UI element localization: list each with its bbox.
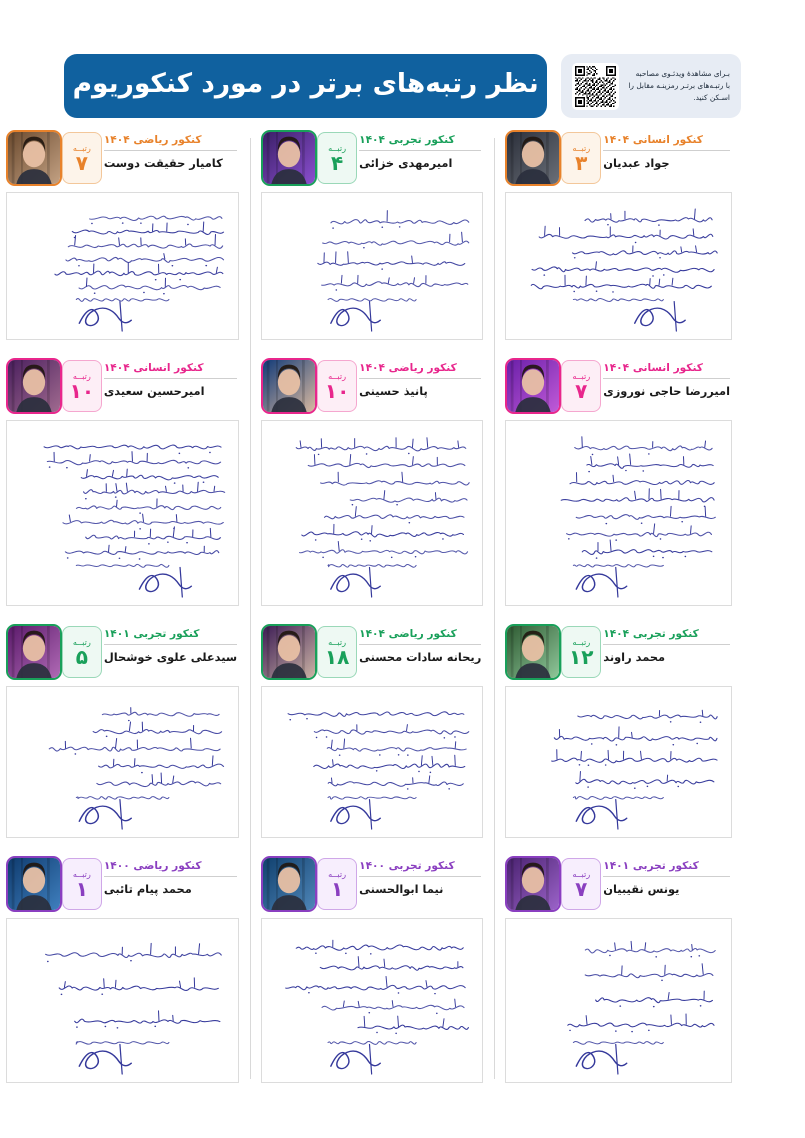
exam-label: کنکور ریاضی ۱۴۰۴	[104, 134, 237, 151]
qr-code-icon[interactable]	[572, 63, 619, 110]
avatar	[261, 358, 317, 414]
student-name: نیما ابوالحسنی	[359, 882, 444, 896]
column-middle	[250, 130, 494, 1101]
rank-number: ۱۸	[324, 645, 350, 670]
rank-number: ۱	[331, 877, 344, 902]
card-header	[261, 358, 483, 414]
handwritten-note	[505, 192, 732, 340]
student-photo	[8, 858, 60, 910]
card-header	[261, 856, 483, 912]
avatar	[6, 856, 62, 912]
card-header	[505, 358, 732, 414]
card-header-texts	[355, 358, 483, 398]
card-header	[261, 624, 483, 680]
testimonial-card[interactable]	[6, 856, 239, 1083]
rank-caption: رتبــه	[72, 868, 91, 879]
rank-badge	[317, 360, 357, 412]
handwritten-note	[261, 918, 483, 1083]
rank-number: ۷	[575, 379, 588, 404]
card-header	[6, 130, 239, 186]
rank-number: ۳	[575, 151, 588, 176]
handwritten-note	[6, 918, 239, 1083]
rank-number: ۷	[75, 151, 88, 176]
handwritten-note	[261, 686, 483, 838]
student-photo	[507, 360, 559, 412]
student-photo	[8, 626, 60, 678]
exam-label: کنکور انسانی ۱۴۰۴	[603, 134, 730, 151]
rank-caption: رتبــه	[328, 370, 347, 381]
student-name: محمد راوند	[603, 650, 666, 664]
rank-badge	[62, 858, 102, 910]
card-header-texts	[599, 624, 732, 664]
testimonial-card[interactable]	[6, 624, 239, 838]
exam-label: کنکور تجربی ۱۴۰۱	[104, 628, 237, 645]
testimonial-card[interactable]	[261, 130, 483, 340]
qr-text-line-3: اسـکن کنید.	[693, 92, 730, 102]
avatar	[261, 624, 317, 680]
card-header-texts	[100, 358, 239, 398]
card-header-texts	[100, 856, 239, 896]
exam-label: کنکور تجربی ۱۴۰۴	[359, 134, 481, 151]
rank-caption: رتبــه	[72, 142, 91, 153]
rank-number: ۱۲	[569, 645, 594, 670]
rank-badge	[62, 360, 102, 412]
rank-caption: رتبــه	[328, 636, 347, 647]
rank-badge	[561, 360, 601, 412]
rank-badge	[561, 132, 601, 184]
card-header-texts	[355, 856, 483, 896]
testimonial-card[interactable]	[261, 856, 483, 1083]
student-name: پانیذ حسینی	[359, 384, 428, 398]
student-photo	[507, 132, 559, 184]
student-photo	[507, 626, 559, 678]
student-name: ریحانه سادات محسنی	[359, 650, 482, 664]
card-header-texts	[355, 130, 483, 170]
handwritten-note	[6, 686, 239, 838]
card-header	[6, 358, 239, 414]
avatar	[6, 624, 62, 680]
exam-label: کنکور ریاضی ۱۴۰۰	[104, 860, 237, 877]
exam-label: کنکور انسانی ۱۴۰۴	[603, 362, 730, 379]
qr-text-line-2: با رتبـه‌های برتـر رمزینـه مقابل را	[628, 81, 730, 90]
student-photo	[8, 360, 60, 412]
exam-label: کنکور ریاضی ۱۴۰۴	[359, 628, 481, 645]
testimonial-card[interactable]	[261, 624, 483, 838]
rank-number: ۱۰	[324, 379, 350, 404]
student-photo	[263, 360, 315, 412]
rank-badge	[317, 626, 357, 678]
qr-text-line-1: بـرای مشاهدۀ ویدئـوی مصاحبه	[635, 69, 730, 79]
card-header-texts	[599, 358, 732, 398]
rank-number: ۵	[75, 645, 88, 670]
rank-badge	[317, 132, 357, 184]
card-header-texts	[599, 130, 732, 170]
card-header	[505, 624, 732, 680]
student-name: محمد پیام تائبی	[103, 882, 192, 896]
rank-badge	[62, 132, 102, 184]
avatar	[505, 358, 561, 414]
handwritten-note	[6, 192, 239, 340]
student-name: یونس نقیبیان	[603, 882, 680, 896]
qr-instruction-text	[628, 68, 730, 104]
avatar	[6, 358, 62, 414]
rank-number: ۱	[75, 877, 88, 902]
student-name: امیرمهدی خزائی	[359, 156, 453, 170]
exam-label: کنکور تجربی ۱۴۰۱	[603, 860, 730, 877]
rank-caption: رتبــه	[572, 370, 591, 381]
rank-caption: رتبــه	[328, 868, 347, 879]
card-header	[261, 130, 483, 186]
column-left	[0, 130, 250, 1101]
student-photo	[8, 132, 60, 184]
testimonial-card[interactable]	[505, 130, 732, 340]
avatar	[505, 624, 561, 680]
rank-badge	[561, 626, 601, 678]
testimonial-card[interactable]	[505, 856, 732, 1083]
rank-number: ۱۰	[69, 379, 95, 404]
rank-number: ۷	[575, 877, 588, 902]
card-header-texts	[100, 624, 239, 664]
testimonial-card[interactable]	[505, 624, 732, 838]
rank-badge	[561, 858, 601, 910]
student-name: سیدعلی علوی خوشحال	[103, 650, 238, 664]
handwritten-note	[261, 420, 483, 606]
rank-number: ۴	[331, 151, 344, 176]
avatar	[6, 130, 62, 186]
student-photo	[263, 858, 315, 910]
card-header-texts	[355, 624, 483, 664]
avatar	[505, 130, 561, 186]
student-name: امیررضا حاجی نوروزی	[603, 384, 730, 398]
student-name: امیرحسین سعیدی	[103, 384, 205, 398]
exam-label: کنکور تجربی ۱۴۰۴	[603, 628, 730, 645]
testimonial-card[interactable]	[261, 358, 483, 606]
student-name: کامیار حقیقت دوست	[103, 156, 223, 170]
handwritten-note	[505, 420, 732, 606]
student-photo	[507, 858, 559, 910]
exam-label: کنکور ریاضی ۱۴۰۴	[359, 362, 481, 379]
avatar	[505, 856, 561, 912]
handwritten-note	[6, 420, 239, 606]
qr-scan-box[interactable]	[561, 54, 741, 118]
rank-caption: رتبــه	[572, 868, 591, 879]
card-header-texts	[100, 130, 239, 170]
student-photo	[263, 132, 315, 184]
student-name: جواد عبدیان	[603, 156, 670, 170]
avatar	[261, 856, 317, 912]
testimonial-card[interactable]	[6, 130, 239, 340]
card-header-texts	[599, 856, 732, 896]
handwritten-note	[505, 686, 732, 838]
rank-caption: رتبــه	[72, 636, 91, 647]
rank-badge	[62, 626, 102, 678]
page-title: نظر رتبه‌های برتر در مورد کنکوریوم	[64, 54, 547, 118]
page-header	[0, 0, 805, 130]
rank-caption: رتبــه	[572, 636, 591, 647]
testimonial-card[interactable]	[6, 358, 239, 606]
column-right	[494, 130, 743, 1101]
handwritten-note	[505, 918, 732, 1083]
rank-caption: رتبــه	[572, 142, 591, 153]
rank-caption: رتبــه	[72, 370, 91, 381]
rank-caption: رتبــه	[328, 142, 347, 153]
handwritten-note	[261, 192, 483, 340]
testimonials-grid	[0, 130, 805, 1101]
card-header	[505, 856, 732, 912]
exam-label: کنکور انسانی ۱۴۰۴	[104, 362, 237, 379]
card-header	[505, 130, 732, 186]
card-header	[6, 856, 239, 912]
exam-label: کنکور تجربی ۱۴۰۰	[359, 860, 481, 877]
card-header	[6, 624, 239, 680]
student-photo	[263, 626, 315, 678]
avatar	[261, 130, 317, 186]
rank-badge	[317, 858, 357, 910]
testimonial-card[interactable]	[505, 358, 732, 606]
